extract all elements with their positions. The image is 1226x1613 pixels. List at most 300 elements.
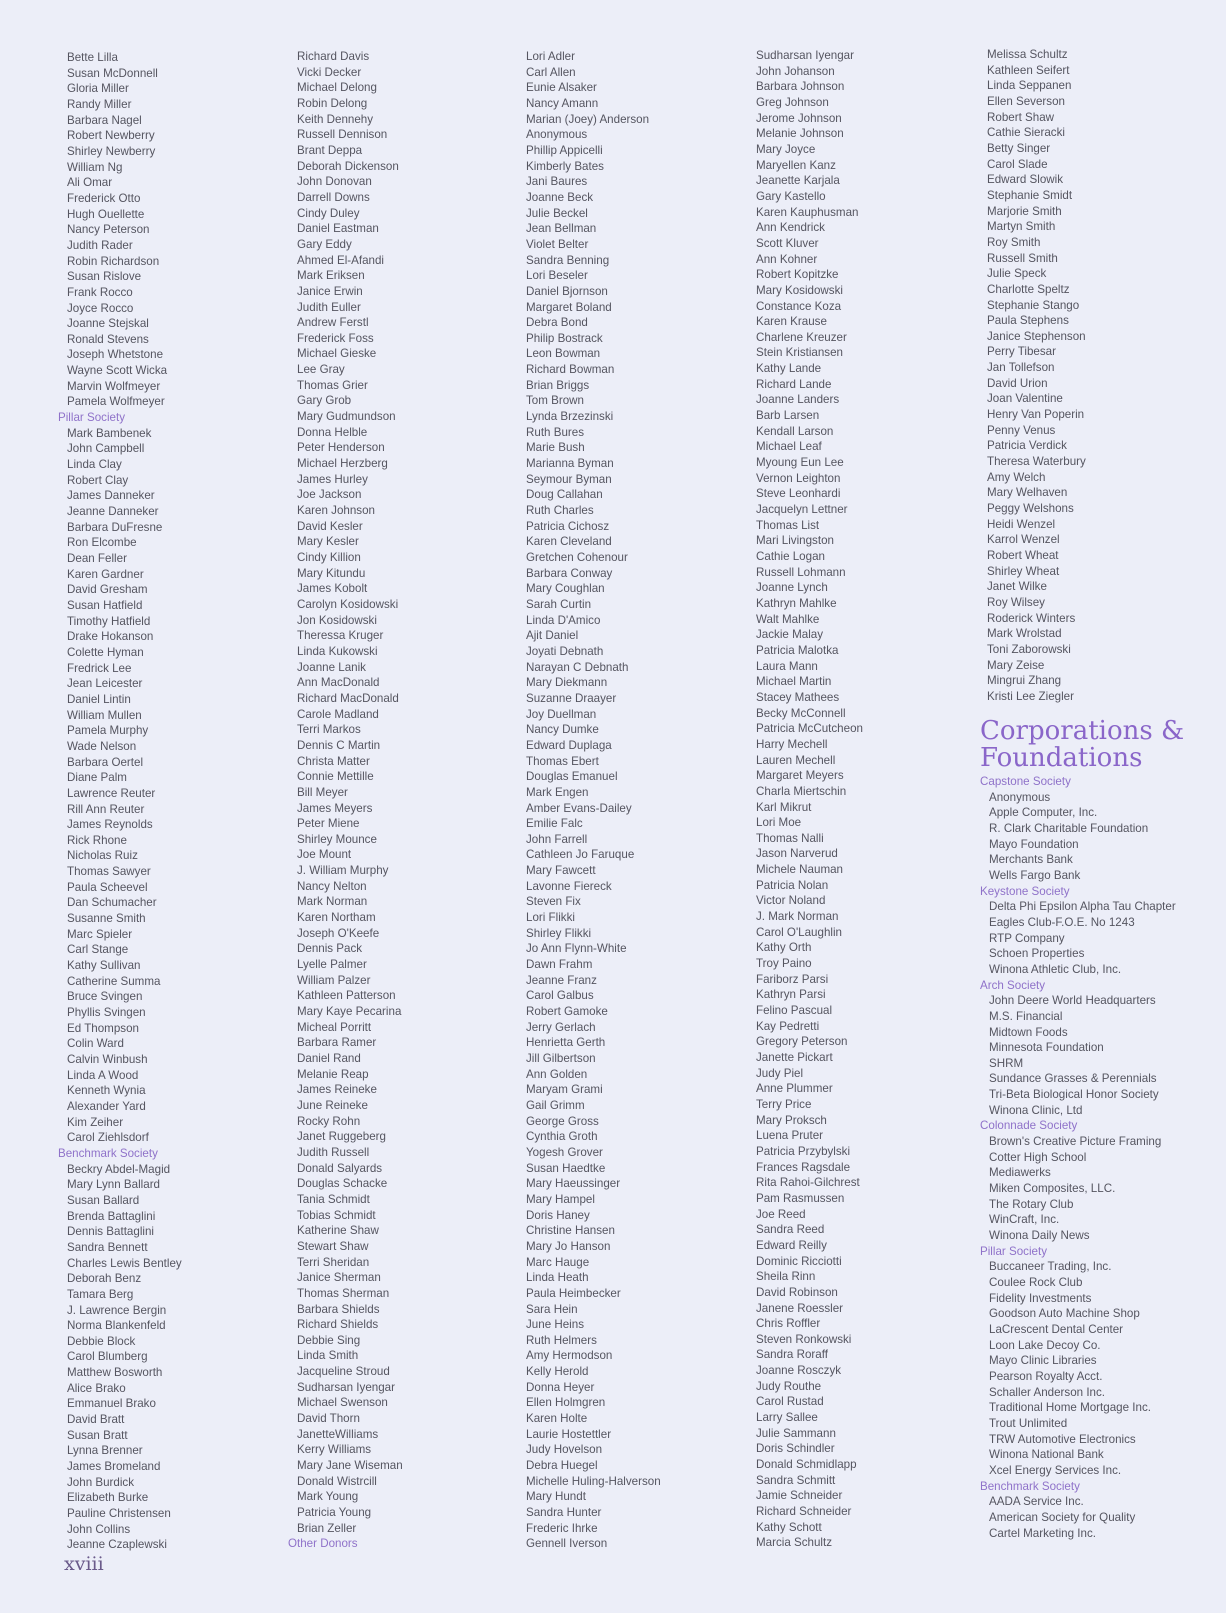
society-heading: Arch Society bbox=[980, 978, 1046, 992]
donor-name: Frank Rocco bbox=[67, 285, 133, 299]
donor-name: Sarah Curtin bbox=[526, 597, 592, 611]
donor-name: Judith Russell bbox=[297, 1145, 370, 1159]
donor-name: Kathy Schott bbox=[756, 1520, 822, 1534]
donor-name: Charles Lewis Bentley bbox=[67, 1256, 182, 1270]
donor-name: Karen Krause bbox=[756, 315, 827, 329]
donor-name: Ellen Severson bbox=[987, 94, 1065, 108]
donor-name: George Gross bbox=[526, 1114, 599, 1128]
donor-name: Edward Slowik bbox=[987, 173, 1064, 187]
donor-name: Cotter High School bbox=[989, 1150, 1087, 1164]
donor-name: Frances Ragsdale bbox=[756, 1160, 851, 1174]
donor-name: Larry Sallee bbox=[756, 1411, 818, 1425]
donor-name: Peter Henderson bbox=[297, 441, 385, 455]
donor-name: Ali Omar bbox=[67, 176, 113, 190]
donor-name: Ann MacDonald bbox=[297, 676, 380, 690]
donor-name: Kathy Orth bbox=[756, 941, 812, 955]
donor-name: Loon Lake Decoy Co. bbox=[989, 1338, 1101, 1352]
donor-name: Eunie Alsaker bbox=[526, 81, 597, 95]
donor-name: Janice Sherman bbox=[297, 1271, 381, 1285]
donor-name: Charla Miertschin bbox=[756, 784, 847, 798]
donor-name: Marjorie Smith bbox=[987, 204, 1062, 218]
donor-name: Emmanuel Brako bbox=[67, 1397, 156, 1411]
donor-name: Bruce Svingen bbox=[67, 990, 143, 1004]
donor-name: Drake Hokanson bbox=[67, 630, 154, 644]
donor-name: LaCrescent Dental Center bbox=[989, 1322, 1124, 1336]
donor-name: Yogesh Grover bbox=[526, 1145, 603, 1159]
donor-name: Winona Clinic, Ltd bbox=[989, 1103, 1083, 1117]
donor-column-2 bbox=[288, 49, 403, 1552]
donor-name: Joanne Landers bbox=[756, 393, 840, 407]
donor-name: Thomas Ebert bbox=[526, 754, 599, 768]
donor-name: Kathleen Patterson bbox=[297, 989, 396, 1003]
donor-name: Linda Seppanen bbox=[987, 79, 1072, 93]
donor-name: Julie Sammann bbox=[756, 1426, 836, 1440]
donor-name: Michael Gieske bbox=[297, 347, 377, 361]
donor-name: Ann Kendrick bbox=[756, 221, 825, 235]
donor-name: Lawrence Reuter bbox=[67, 786, 156, 800]
donor-name: Susan McDonnell bbox=[67, 66, 158, 80]
donor-name: Vicki Decker bbox=[297, 65, 362, 79]
donor-name: Jan Tollefson bbox=[987, 361, 1055, 375]
donor-name: Scott Kluver bbox=[756, 236, 819, 250]
donor-name: Suzanne Draayer bbox=[526, 691, 617, 705]
donor-name: Lori Flikki bbox=[526, 911, 575, 925]
donor-name: Maryellen Kanz bbox=[756, 158, 836, 172]
donor-name: Barbara Oertel bbox=[67, 755, 144, 769]
donor-name: John Farrell bbox=[526, 832, 588, 846]
donor-name: Mark Bambenek bbox=[67, 426, 152, 440]
donor-name: JanetteWilliams bbox=[297, 1427, 379, 1441]
donor-name: Melissa Schultz bbox=[987, 48, 1068, 61]
donor-name: Judy Piel bbox=[756, 1066, 804, 1080]
donor-name: Ruth Bures bbox=[526, 425, 584, 439]
donor-name: Rill Ann Reuter bbox=[67, 802, 145, 816]
donor-name: Mary Haeussinger bbox=[526, 1177, 621, 1191]
donor-name: Carol Rustad bbox=[756, 1395, 824, 1409]
donor-name: Phyllis Svingen bbox=[67, 1006, 146, 1020]
donor-name: Dominic Ricciotti bbox=[756, 1254, 842, 1268]
donor-name: Janette Pickart bbox=[756, 1051, 833, 1064]
donor-name: James Reynolds bbox=[67, 818, 153, 832]
donor-name: Jeanette Karjala bbox=[756, 174, 840, 188]
donor-name: Mary Lynn Ballard bbox=[67, 1178, 161, 1192]
donor-name: Anne Plummer bbox=[756, 1082, 833, 1096]
donor-name: Winona Athletic Club, Inc. bbox=[989, 962, 1122, 976]
donor-name: Charlotte Speltz bbox=[987, 282, 1070, 296]
donor-name: Robert Newberry bbox=[67, 129, 155, 143]
donor-name: Nancy Peterson bbox=[67, 223, 150, 237]
donor-name: Thomas List bbox=[756, 518, 820, 532]
donor-name: Cindy Killion bbox=[297, 551, 361, 564]
donor-name: Jeanne Franz bbox=[526, 973, 597, 987]
donor-name: Darrell Downs bbox=[297, 190, 370, 204]
donor-name: Mary Hampel bbox=[526, 1192, 595, 1206]
donor-name: Pam Rasmussen bbox=[756, 1191, 845, 1205]
donor-name: Dennis Battaglini bbox=[67, 1225, 155, 1239]
donor-name: Carolyn Kosidowski bbox=[297, 597, 399, 611]
donor-name: Doug Callahan bbox=[526, 488, 603, 502]
donor-name: Mark Norman bbox=[297, 895, 368, 909]
donor-name: Edward Reilly bbox=[756, 1238, 827, 1252]
donor-name: Mayo Clinic Libraries bbox=[989, 1354, 1097, 1368]
donor-name: Frederick Foss bbox=[297, 331, 374, 345]
donor-name: Roderick Winters bbox=[987, 611, 1076, 625]
donor-name: Mary Kosidowski bbox=[756, 283, 843, 297]
donor-name: Donald Salyards bbox=[297, 1161, 383, 1175]
donor-name: Laurie Hostettler bbox=[526, 1427, 612, 1441]
donor-name: Judy Hovelson bbox=[526, 1443, 603, 1457]
donor-name: Doris Schindler bbox=[756, 1442, 835, 1456]
donor-name: Dennis C Martin bbox=[297, 738, 381, 752]
donor-name: Merchants Bank bbox=[989, 853, 1073, 867]
donor-name: Debbie Sing bbox=[297, 1333, 361, 1347]
donor-name: Jacqueline Stroud bbox=[297, 1365, 390, 1379]
donor-name: Barbara Ramer bbox=[297, 1036, 377, 1050]
donor-name: Midtown Foods bbox=[989, 1025, 1068, 1039]
donor-name: Robert Kopitzke bbox=[756, 268, 839, 282]
donor-name: Karl Mikrut bbox=[756, 800, 812, 814]
donor-name: Wayne Scott Wicka bbox=[67, 364, 168, 378]
donor-name: Colette Hyman bbox=[67, 645, 144, 659]
donor-name: Cindy Duley bbox=[297, 206, 360, 220]
donor-name: Jill Gilbertson bbox=[526, 1052, 596, 1065]
donor-name: Elizabeth Burke bbox=[67, 1491, 149, 1505]
donor-name: WinCraft, Inc. bbox=[989, 1213, 1060, 1227]
donor-name: David Robinson bbox=[756, 1285, 838, 1299]
donor-name: Carol Slade bbox=[987, 157, 1048, 171]
donor-name: Jerry Gerlach bbox=[526, 1020, 596, 1034]
donor-name: Barbara DuFresne bbox=[67, 520, 163, 534]
donor-name: Matthew Bosworth bbox=[67, 1366, 163, 1380]
donor-name: Mark Wrolstad bbox=[987, 627, 1062, 641]
donor-name: Ellen Holmgren bbox=[526, 1396, 606, 1410]
donor-name: Sandra Hunter bbox=[526, 1506, 602, 1520]
donor-name: Kelly Herold bbox=[526, 1365, 589, 1379]
donor-name: Ann Kohner bbox=[756, 252, 818, 266]
section-title-line-2: Foundations bbox=[980, 743, 1143, 773]
donor-name: Maryam Grami bbox=[526, 1083, 603, 1097]
donor-name: Patricia Przybylski bbox=[756, 1144, 851, 1158]
donor-name: Harry Mechell bbox=[756, 737, 828, 751]
donor-name: Joy Duellman bbox=[526, 707, 597, 721]
donor-name: Terri Markos bbox=[297, 723, 361, 737]
donor-name: Penny Venus bbox=[987, 423, 1056, 437]
donor-name: Thomas Sawyer bbox=[67, 865, 151, 879]
donor-name: Russell Smith bbox=[987, 251, 1058, 265]
donor-name: Sara Hein bbox=[526, 1302, 578, 1316]
donor-name: Janene Roessler bbox=[756, 1301, 844, 1315]
donor-name: Gail Grimm bbox=[526, 1098, 585, 1112]
donor-name: John Deere World Headquarters bbox=[989, 994, 1156, 1008]
donor-name: Jamie Schneider bbox=[756, 1489, 843, 1503]
donor-name: Judith Rader bbox=[67, 238, 133, 252]
donor-name: Ajit Daniel bbox=[526, 629, 579, 643]
donor-name: Narayan C Debnath bbox=[526, 660, 629, 674]
donor-name: Mark Young bbox=[297, 1490, 359, 1504]
donor-name: Cathleen Jo Faruque bbox=[526, 848, 635, 862]
donor-name: Linda Smith bbox=[297, 1349, 359, 1363]
donor-name: Minnesota Foundation bbox=[989, 1041, 1104, 1055]
donor-name: Jon Kosidowski bbox=[297, 613, 377, 627]
donor-name: Violet Belter bbox=[526, 237, 589, 251]
donor-name: Dan Schumacher bbox=[67, 896, 157, 910]
donor-name: Carol O'Laughlin bbox=[756, 925, 842, 939]
donor-name: Robert Shaw bbox=[987, 110, 1055, 124]
donor-name: Susan Bratt bbox=[67, 1428, 128, 1442]
donor-name: Eagles Club-F.O.E. No 1243 bbox=[989, 915, 1135, 929]
donor-name: Delta Phi Epsilon Alpha Tau Chapter bbox=[989, 900, 1176, 914]
page-number: xviii bbox=[64, 1553, 104, 1575]
donor-name: Peggy Welshons bbox=[987, 502, 1074, 516]
donor-name: Martyn Smith bbox=[987, 220, 1056, 234]
donor-name: Sudharsan Iyengar bbox=[756, 49, 854, 62]
donor-name: Sandra Roraff bbox=[756, 1348, 828, 1362]
donor-column-4 bbox=[747, 48, 863, 1551]
donor-name: R. Clark Charitable Foundation bbox=[989, 821, 1149, 835]
donor-name: Roy Smith bbox=[987, 235, 1041, 249]
section-title bbox=[980, 718, 1184, 772]
donor-name: Michele Nauman bbox=[756, 863, 843, 877]
donor-name: Ann Golden bbox=[526, 1067, 588, 1081]
donor-name: Robin Delong bbox=[297, 96, 368, 110]
donor-name: Brown's Creative Picture Framing bbox=[989, 1135, 1162, 1149]
donor-name: Patricia Young bbox=[297, 1506, 372, 1520]
donor-name: Shirley Flikki bbox=[526, 926, 592, 940]
donor-name: Richard Bowman bbox=[526, 363, 615, 377]
donor-name: Mark Eriksen bbox=[297, 269, 365, 283]
donor-name: Carol Galbus bbox=[526, 989, 594, 1003]
donor-name: Douglas Emanuel bbox=[526, 770, 618, 784]
donor-name: Hugh Ouellette bbox=[67, 207, 145, 221]
donor-name: Barbara Johnson bbox=[756, 80, 845, 94]
donor-name: Shirley Newberry bbox=[67, 144, 156, 158]
donor-name: Fidelity Investments bbox=[989, 1291, 1092, 1305]
donor-name: Karen Johnson bbox=[297, 504, 375, 518]
donor-name: Philip Bostrack bbox=[526, 331, 603, 345]
donor-name: Lyelle Palmer bbox=[297, 958, 367, 972]
donor-name: Ahmed El-Afandi bbox=[297, 253, 384, 267]
donor-name: Robert Clay bbox=[67, 473, 129, 487]
donor-name: James Danneker bbox=[67, 489, 155, 503]
donor-name: Kendall Larson bbox=[756, 424, 834, 438]
donor-name: Paula Scheevel bbox=[67, 880, 148, 894]
donor-name: Julie Beckel bbox=[526, 206, 588, 220]
donor-name: Brenda Battaglini bbox=[67, 1209, 156, 1223]
donor-name: Mediawerks bbox=[989, 1166, 1051, 1180]
donor-name: Susan Rislove bbox=[67, 270, 142, 284]
donor-name: Gennell Iverson bbox=[526, 1537, 608, 1551]
donor-name: Winona Daily News bbox=[989, 1229, 1090, 1243]
donor-name: Karen Kauphusman bbox=[756, 205, 859, 219]
donor-name: Lori Moe bbox=[756, 816, 802, 830]
donor-name: William Ng bbox=[67, 160, 123, 174]
donor-name: SHRM bbox=[989, 1056, 1024, 1070]
donor-name: Kristi Lee Ziegler bbox=[987, 689, 1074, 703]
donor-name: Toni Zaborowski bbox=[987, 642, 1071, 656]
donor-name: James Hurley bbox=[297, 472, 368, 486]
donor-name: Joyati Debnath bbox=[526, 644, 604, 658]
donor-name: Robin Richardson bbox=[67, 254, 160, 268]
donor-name: Xcel Energy Services Inc. bbox=[989, 1463, 1122, 1477]
corporations-list bbox=[980, 774, 1184, 1541]
donor-name: Kay Pedretti bbox=[756, 1019, 820, 1033]
donor-name: Jo Ann Flynn-White bbox=[526, 942, 627, 956]
donor-name: Mary Welhaven bbox=[987, 486, 1068, 500]
donor-name: Paula Stephens bbox=[987, 314, 1069, 328]
donor-name: Andrew Ferstl bbox=[297, 316, 369, 330]
donor-name: Susanne Smith bbox=[67, 912, 146, 926]
donor-name: Rocky Rohn bbox=[297, 1114, 361, 1128]
society-heading: Colonnade Society bbox=[980, 1119, 1078, 1133]
donor-name: Joseph Whetstone bbox=[67, 348, 164, 362]
donor-name: Emilie Falc bbox=[526, 817, 583, 831]
donor-name: William Mullen bbox=[67, 708, 142, 722]
donor-name: Colin Ward bbox=[67, 1037, 124, 1051]
donor-name: Katherine Shaw bbox=[297, 1224, 379, 1238]
donor-name: Mary Coughlan bbox=[526, 582, 605, 596]
donor-name: John Burdick bbox=[67, 1475, 135, 1489]
donor-name: Luena Pruter bbox=[756, 1129, 824, 1143]
donor-name: Daniel Lintin bbox=[67, 692, 131, 706]
donor-name: Mary Gudmundson bbox=[297, 410, 396, 424]
donor-name: Pamela Murphy bbox=[67, 724, 149, 738]
donor-name: Lavonne Fiereck bbox=[526, 879, 612, 893]
donor-name: Kathleen Seifert bbox=[987, 63, 1070, 77]
donor-name: Jean Bellman bbox=[526, 222, 597, 236]
donor-name: Leon Bowman bbox=[526, 347, 601, 361]
donor-name: Linda D'Amico bbox=[526, 613, 601, 627]
corporations-foundations-section bbox=[980, 718, 1184, 1541]
donor-name: Becky McConnell bbox=[756, 706, 846, 720]
donor-name: Marcia Schultz bbox=[756, 1536, 833, 1550]
donor-name: Richard MacDonald bbox=[297, 691, 399, 705]
donor-name: Joanne Lanik bbox=[297, 660, 366, 674]
donor-name: Donald Wistrcill bbox=[297, 1474, 377, 1488]
society-heading: Other Donors bbox=[288, 1537, 358, 1551]
donor-name: Brian Briggs bbox=[526, 378, 590, 392]
donor-name: Frederick Otto bbox=[67, 191, 141, 205]
donor-name: Karen Holte bbox=[526, 1412, 588, 1426]
donor-name: Sheila Rinn bbox=[756, 1270, 816, 1284]
donor-name: Steven Ronkowski bbox=[756, 1332, 852, 1346]
society-heading: Benchmark Society bbox=[58, 1146, 158, 1160]
donor-name: Janet Wilke bbox=[987, 580, 1047, 594]
donor-name: Dawn Frahm bbox=[526, 958, 593, 972]
donor-name: Theressa Kruger bbox=[297, 629, 384, 643]
donor-name: Richard Davis bbox=[297, 50, 370, 63]
donor-name: Douglas Schacke bbox=[297, 1177, 388, 1191]
donor-name: Michael Herzberg bbox=[297, 457, 388, 471]
donor-name: Pearson Royalty Acct. bbox=[989, 1369, 1103, 1383]
donor-name: J. Mark Norman bbox=[756, 910, 839, 924]
donor-name: Mary Proksch bbox=[756, 1113, 827, 1127]
donor-name: Sandra Benning bbox=[526, 253, 610, 267]
donor-name: Kathryn Parsi bbox=[756, 988, 826, 1002]
donor-name: Debra Huegel bbox=[526, 1459, 598, 1473]
donor-name: Robert Wheat bbox=[987, 549, 1059, 562]
donor-name: Joanne Beck bbox=[526, 190, 594, 204]
donor-name: Marc Hauge bbox=[526, 1255, 590, 1269]
donor-name: Thomas Grier bbox=[297, 378, 368, 392]
donor-name: AADA Service Inc. bbox=[989, 1495, 1084, 1509]
donor-name: Tania Schmidt bbox=[297, 1192, 370, 1206]
donor-name: Micheal Porritt bbox=[297, 1020, 372, 1034]
donor-name: Mary Zeise bbox=[987, 658, 1045, 672]
donor-name: Judith Euller bbox=[297, 300, 361, 314]
donor-name: Susan Hatfield bbox=[67, 598, 143, 612]
donor-name: Daniel Bjornson bbox=[526, 284, 608, 298]
donor-name: James Reineke bbox=[297, 1083, 377, 1097]
donor-name: Bill Meyer bbox=[297, 785, 348, 799]
donor-name: June Reineke bbox=[297, 1098, 368, 1112]
donor-name: Wells Fargo Bank bbox=[989, 868, 1081, 882]
donor-name: Gary Grob bbox=[297, 394, 352, 408]
donor-name: Anonymous bbox=[989, 790, 1051, 804]
donor-name: Michael Martin bbox=[756, 675, 832, 689]
donor-name: Joanne Rosczyk bbox=[756, 1364, 842, 1378]
donor-name: Paula Heimbecker bbox=[526, 1286, 621, 1300]
donor-name: Marianna Byman bbox=[526, 457, 614, 471]
donor-name: Brian Zeller bbox=[297, 1521, 357, 1535]
donor-name: Jani Baures bbox=[526, 175, 588, 189]
donor-name: Chris Roffler bbox=[756, 1317, 821, 1331]
donor-name: Joanne Lynch bbox=[756, 581, 828, 595]
donor-name: Cynthia Groth bbox=[526, 1130, 598, 1144]
donor-name: Julie Speck bbox=[987, 267, 1047, 281]
donor-name: Carol Ziehlsdorf bbox=[67, 1131, 149, 1145]
donor-column-5 bbox=[978, 47, 1086, 705]
donor-name: Joseph O'Keefe bbox=[297, 926, 380, 940]
donor-name: Nancy Amann bbox=[526, 96, 599, 110]
donor-name: Susan Ballard bbox=[67, 1193, 140, 1207]
donor-name: Mark Engen bbox=[526, 785, 589, 799]
donor-name: Rita Rahoi-Gilchrest bbox=[756, 1176, 860, 1190]
donor-name: Keith Dennehy bbox=[297, 112, 374, 126]
donor-name: Patricia McCutcheon bbox=[756, 722, 863, 736]
donor-name: Greg Johnson bbox=[756, 95, 829, 109]
donor-name: Mary Joyce bbox=[756, 142, 816, 156]
donor-name: Thomas Sherman bbox=[297, 1286, 390, 1300]
donor-name: Miken Composites, LLC. bbox=[989, 1182, 1116, 1196]
donor-name: Carole Madland bbox=[297, 707, 379, 721]
donor-name: Sudharsan Iyengar bbox=[297, 1380, 395, 1394]
donor-name: TRW Automotive Electronics bbox=[989, 1432, 1136, 1446]
donor-name: Michael Swenson bbox=[297, 1396, 388, 1410]
donor-name: Mayo Foundation bbox=[989, 837, 1079, 851]
donor-name: Gary Eddy bbox=[297, 237, 352, 251]
donor-name: Stewart Shaw bbox=[297, 1239, 369, 1253]
donor-name: Jacquelyn Lettner bbox=[756, 503, 848, 517]
donor-name: Betty Singer bbox=[987, 141, 1051, 155]
donor-name: John Campbell bbox=[67, 442, 145, 456]
donor-name: Dennis Pack bbox=[297, 942, 363, 956]
donor-name: Mary Jo Hanson bbox=[526, 1239, 611, 1253]
donor-name: Lynna Brenner bbox=[67, 1444, 143, 1458]
donor-name: Ruth Charles bbox=[526, 504, 594, 518]
donor-name: Nancy Nelton bbox=[297, 879, 367, 893]
donor-name: Joe Reed bbox=[756, 1207, 806, 1221]
donor-name: Gloria Miller bbox=[67, 82, 129, 96]
donor-name: Norma Blankenfeld bbox=[67, 1319, 166, 1333]
society-heading: Keystone Society bbox=[980, 884, 1070, 898]
donor-name: Amy Welch bbox=[987, 470, 1046, 484]
donor-name: Jean Leicester bbox=[67, 677, 143, 691]
society-heading: Benchmark Society bbox=[980, 1479, 1080, 1493]
donor-name: Patricia Malotka bbox=[756, 643, 839, 657]
donor-name: Ed Thompson bbox=[67, 1021, 139, 1035]
donor-name: Stephanie Stango bbox=[987, 298, 1080, 312]
donor-name: Frederic Ihrke bbox=[526, 1521, 598, 1535]
